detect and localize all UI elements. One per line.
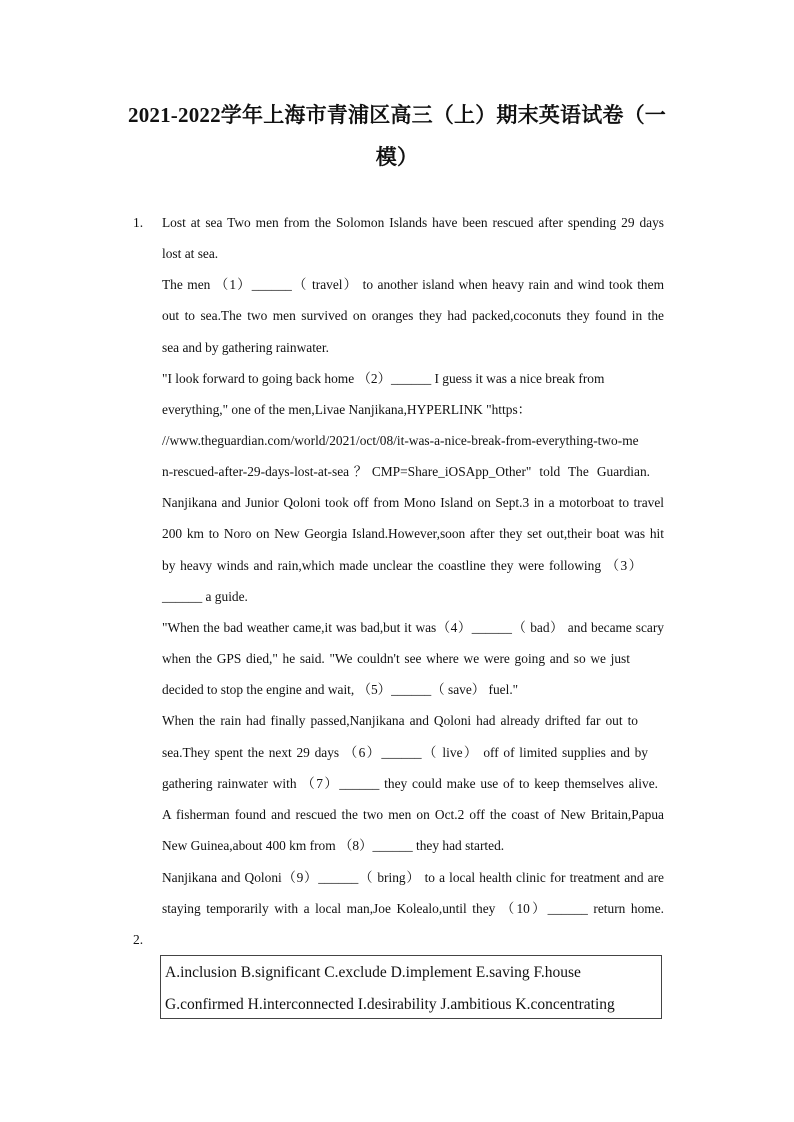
word-bank-line-1: A.inclusion B.significant C.exclude D.implement E.saving F.house (165, 964, 581, 981)
exam-title-line2: 模） (375, 145, 419, 169)
word-bank-box (160, 955, 662, 1019)
passage-line: Nanjikana and Qoloni（9）______（ bring） to a local health clinic for treatment and are (162, 870, 664, 885)
passage-line: Nanjikana and Junior Qoloni took off from Mono Island on Sept.3 in a motorboat to travel (162, 495, 664, 510)
passage-line: staying temporarily with a local man,Joe Kolealo,until they （10）______ return home. (162, 901, 664, 916)
passage-line: 200 km to Noro on New Georgia Island.However,soon after they set out,their boat was hit (162, 526, 664, 541)
passage-line: "When the bad weather came,it was bad,but it was（4）______（ bad） and became scary (162, 620, 664, 635)
passage-line: gathering rainwater with （7）______ they could make use of to keep themselves alive. (162, 776, 658, 791)
passage-line: Lost at sea Two men from the Solomon Islands have been rescued after spending 29 days (162, 215, 664, 230)
passage-line: sea and by gathering rainwater. (162, 340, 329, 355)
passage-line: when the GPS died," he said. "We couldn't see where we were going and so we just (162, 651, 630, 666)
passage-line: When the rain had finally passed,Nanjikana and Qoloni had already drifted far out to (162, 713, 638, 728)
passage-line: The men （1）______（ travel） to another island when heavy rain and wind took them (162, 277, 664, 292)
passage-line: decided to stop the engine and wait, （5）______（ save） fuel." (162, 682, 519, 697)
passage-line: lost at sea. (162, 246, 219, 261)
passage-line: sea.They spent the next 29 days （6）______（ live） off of limited supplies and by (162, 745, 648, 760)
passage-line: n-rescued-after-29-days-lost-at-sea？CMP=Share_iOSApp_Other" told The Guardian. (162, 464, 650, 479)
question-1-number: 1. (133, 215, 144, 230)
word-bank-line-2: G.confirmed H.interconnected I.desirability J.ambitious K.concentrating (165, 996, 615, 1013)
passage-line: ______ a guide. (162, 589, 248, 604)
passage-line: New Guinea,about 400 km from （8）______ they had started. (162, 838, 505, 853)
passage-line: //www.theguardian.com/world/2021/oct/08/it-was-a-nice-break-from-everything-two-me (162, 433, 639, 448)
passage-line: A fisherman found and rescued the two men on Oct.2 off the coast of New Britain,Papua (162, 807, 664, 822)
passage-line: out to sea.The two men survived on oranges they had packed,coconuts they found in the (162, 308, 664, 323)
passage-line: everything," one of the men,Livae Nanjikana,HYPERLINK "https： (162, 402, 532, 417)
question-2-number: 2. (133, 932, 144, 947)
exam-title-line1: 2021-2022学年上海市青浦区高三（上）期末英语试卷（一 (128, 103, 666, 127)
passage-line: "I look forward to going back home （2）______ I guess it was a nice break from (162, 371, 605, 386)
exam-title (120, 94, 674, 178)
passage-line: by heavy winds and rain,which made unclear the coastline they were following （3） (162, 558, 642, 573)
